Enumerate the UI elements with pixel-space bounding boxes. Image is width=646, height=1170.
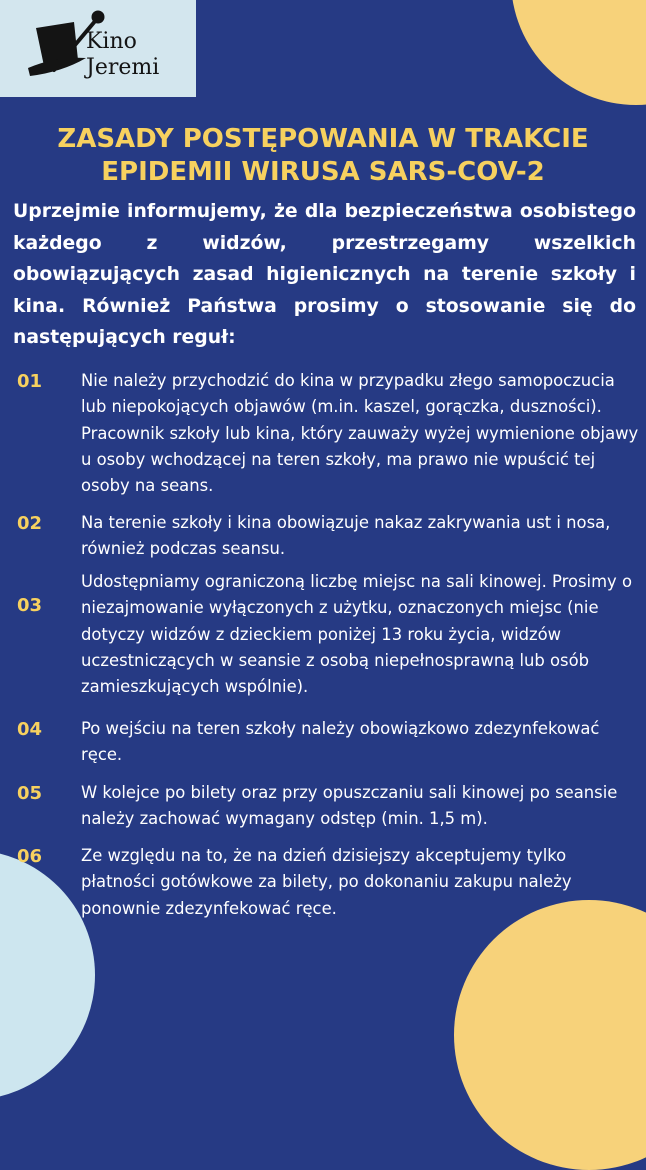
rule-text: Nie należy przychodzić do kina w przypadku złego samopoczucia lub niepokojących objawów (m.in. kaszel, gorączka, duszności). Pracownik szkoły lub kina, który zauważy wyżej wymienione objawy u osoby wchodzącej na teren szkoły, ma prawo nie wpuścić tej osoby na seans.	[81, 371, 639, 496]
page-title	[20, 123, 626, 189]
intro-paragraph: Uprzejmie informujemy, że dla bezpieczeństwa osobistego każdego z widzów, przestrzegamy wszelkich obowiązujących zasad higienicznych na terenie szkoły i kina. Również Państwa prosimy o stosowanie się do następujących reguł:	[13, 201, 636, 349]
rule-number: 06	[17, 846, 43, 867]
rule-number: 04	[17, 719, 43, 740]
rule-number: 02	[17, 513, 43, 534]
page-title-line2: EPIDEMII WIRUSA SARS-COV-2	[101, 157, 545, 187]
rule-text: Udostępniamy ograniczoną liczbę miejsc na sali kinowej. Prosimy o niezajmowanie wyłączonych z użytku, oznaczonych miejsc (nie dotyczy widzów z dzieckiem poniżej 13 roku życia, widzów uczestniczących w seansie z osobą niepełnosprawną lub osób zamieszkujących wspólnie).	[81, 572, 632, 697]
rule-text: Po wejściu na teren szkoły należy obowiązkowo zdezynfekować ręce.	[81, 719, 600, 765]
logo	[0, 0, 196, 97]
rule-text: Ze względu na to, że na dzień dzisiejszy akceptujemy tylko płatności gotówkowe za bilety, po dokonaniu zakupu należy ponownie zdezynfekować ręce.	[81, 846, 572, 918]
logo-text-kino: Kino	[86, 29, 137, 54]
logo-text-jeremi: Jeremi	[86, 55, 160, 80]
decorative-yellow-circle-top	[511, 0, 646, 105]
rule-text: W kolejce po bilety oraz przy opuszczaniu sali kinowej po seansie należy zachować wymagany odstęp (min. 1,5 m).	[81, 783, 618, 829]
rule-number: 03	[17, 595, 43, 616]
page-title-line1: ZASADY POSTĘPOWANIA W TRAKCIE	[57, 124, 589, 154]
rule-number: 01	[17, 371, 43, 392]
rule-text: Na terenie szkoły i kina obowiązuje nakaz zakrywania ust i nosa, również podczas seansu.	[81, 513, 611, 559]
rule-number: 05	[17, 783, 43, 804]
decorative-yellow-circle-bottom	[454, 900, 646, 1170]
